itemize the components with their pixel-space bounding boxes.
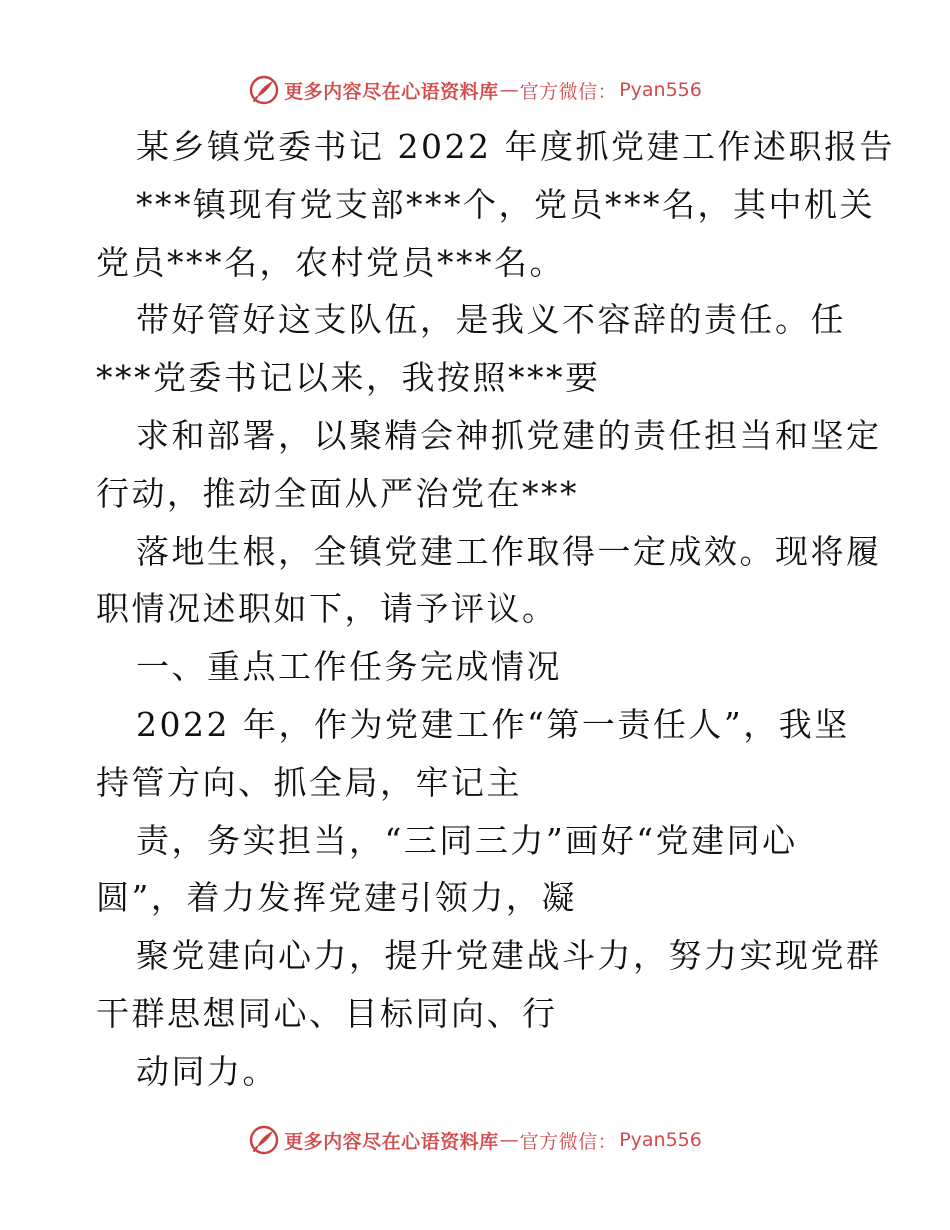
banner-wechat-id: Pyan556 (619, 79, 702, 101)
section-heading: 一、重点工作任务完成情况 (136, 647, 562, 687)
paragraph-line: 落地生根，全镇党建工作取得一定成效。现将履 (136, 531, 882, 571)
header-watermark-banner (0, 70, 950, 110)
quill-logo-icon (248, 74, 280, 106)
paragraph-line: 党员***名，农村党员***名。 (96, 242, 565, 282)
paragraph-line: 责，务实担当，“三同三力”画好“党建同心 (136, 820, 798, 860)
paragraph-line: 带好管好这支队伍，是我义不容辞的责任。任 (136, 300, 846, 340)
banner-dash: — (499, 79, 519, 101)
paragraph-line: 干群思想同心、目标同向、行 (96, 993, 558, 1033)
paragraph-line: 动同力。 (136, 1051, 278, 1091)
document-body (96, 118, 895, 1101)
document-title: 某乡镇党委书记 2022 年度抓党建工作述职报告 (136, 127, 895, 166)
paragraph-line: 职情况述职如下，请予评议。 (96, 589, 558, 629)
paragraph-line: 圆”，着力发挥党建引领力，凝 (96, 878, 577, 918)
paragraph-line: 持管方向、抓全局，牢记主 (96, 762, 522, 802)
banner-wechat-label: 官方微信： (519, 1130, 618, 1153)
banner-main-text: 更多内容尽在心语资料库 (284, 80, 499, 103)
banner-wechat-id: Pyan556 (619, 1129, 702, 1151)
banner-dash: — (499, 1129, 519, 1151)
footer-watermark-banner (0, 1120, 950, 1160)
paragraph-line: ***镇现有党支部***个，党员***名，其中机关 (136, 184, 875, 224)
paragraph-line: 2022 年，作为党建工作“第一责任人”，我坚 (136, 704, 850, 744)
paragraph-line: 聚党建向心力，提升党建战斗力，努力实现党群 (136, 936, 882, 976)
paragraph-line: 求和部署，以聚精会神抓党建的责任担当和坚定 (136, 415, 882, 455)
paragraph-line: ***党委书记以来，我按照***要 (96, 358, 601, 398)
banner-main-text: 更多内容尽在心语资料库 (284, 1130, 499, 1153)
banner-wechat-label: 官方微信： (519, 80, 618, 103)
paragraph-line: 行动，推动全面从严治党在*** (96, 473, 579, 513)
quill-logo-icon (248, 1124, 280, 1156)
